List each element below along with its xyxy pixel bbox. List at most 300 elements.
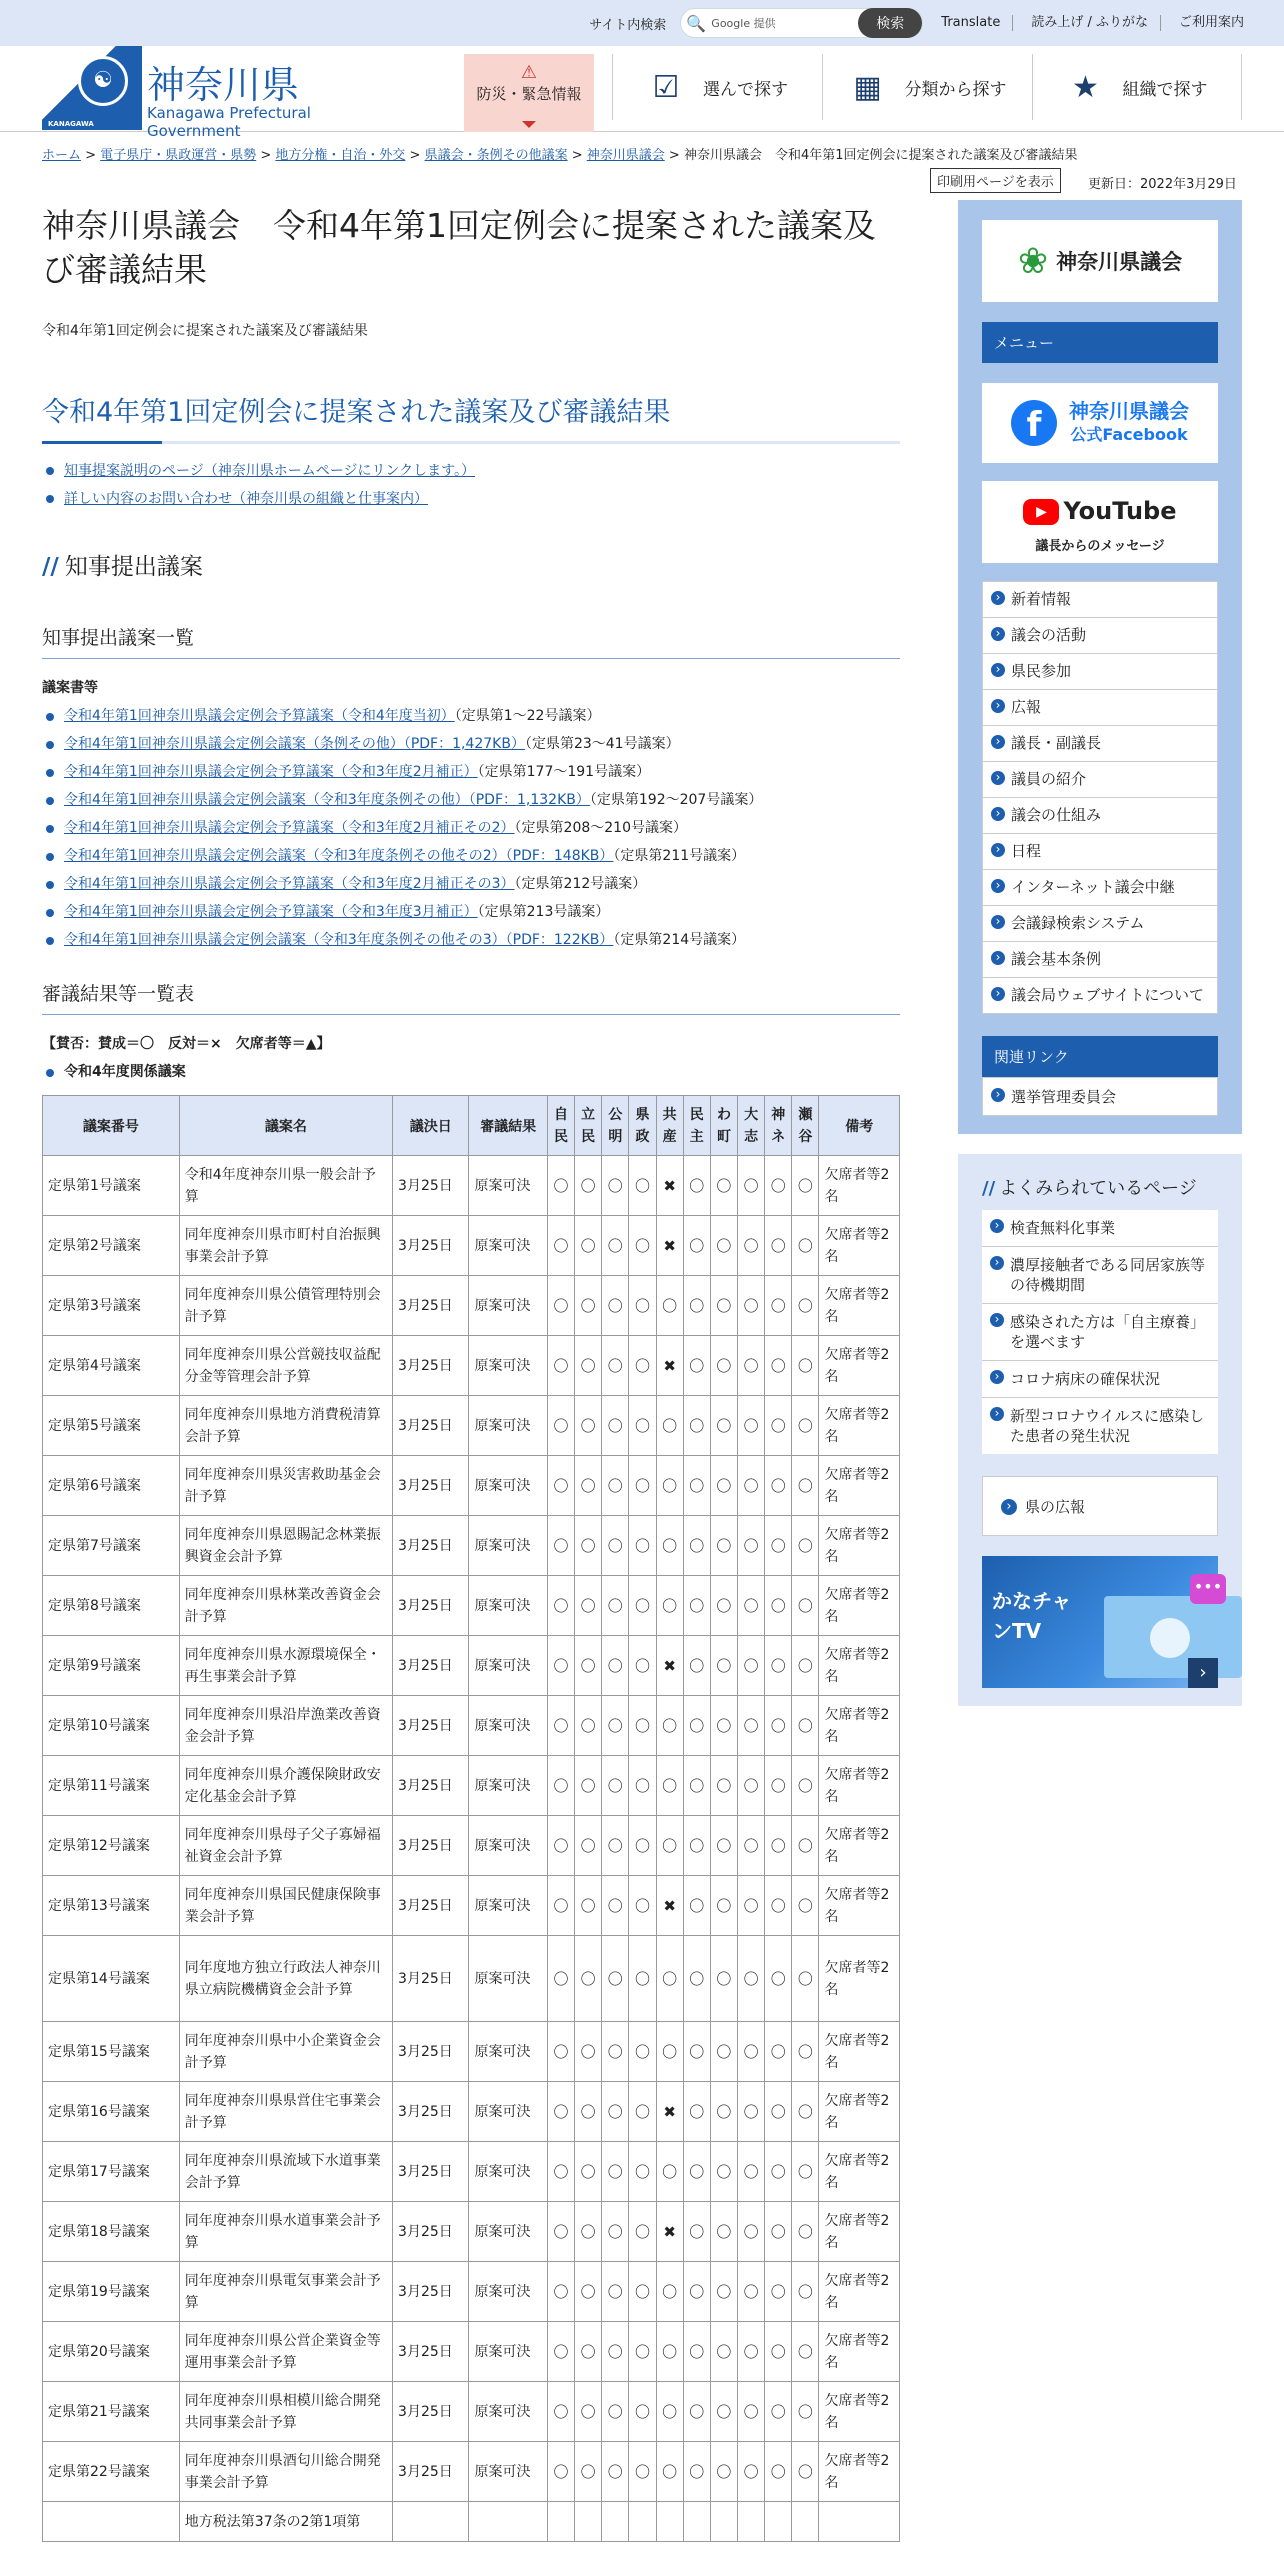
vote-cell: 〇 <box>629 2382 656 2442</box>
sidebar-menu-item[interactable]: › 日程 <box>983 834 1217 870</box>
vote-cell: 〇 <box>547 1876 574 1936</box>
vote-cell: 〇 <box>656 2382 683 2442</box>
vote-cell <box>683 2502 710 2542</box>
remarks-cell: 欠席者等2名 <box>819 1516 900 1576</box>
vote-cell: 〇 <box>547 1936 574 2022</box>
vote-cell: 〇 <box>547 1216 574 1276</box>
remarks-cell: 欠席者等2名 <box>819 1936 900 2022</box>
sidebar <box>958 200 1242 1706</box>
vote-cell: 〇 <box>602 1696 629 1756</box>
bill-number-cell: 定県第22号議案 <box>43 2442 180 2502</box>
sidebar-menu-item[interactable]: › インターネット議会中継 <box>983 870 1217 906</box>
youtube-banner[interactable]: ▶ YouTube 議長からのメッセージ <box>982 481 1218 563</box>
sidebar-menu-item[interactable]: › 議員の紹介 <box>983 762 1217 798</box>
breadcrumb-link[interactable]: 電子県庁・県政運営・県勢 <box>100 148 257 163</box>
vote-cell: 〇 <box>602 2382 629 2442</box>
vote-cell: 〇 <box>547 1156 574 1216</box>
bill-name-cell: 同年度神奈川県介護保険財政安定化基金会計予算 <box>179 1756 392 1816</box>
vote-cell: 〇 <box>629 2322 656 2382</box>
bill-range-note: （定県第23～41号議案） <box>524 736 680 752</box>
vote-cell: 〇 <box>547 2442 574 2502</box>
section-heading: 令和4年第1回定例会に提案された議案及び審議結果 <box>42 390 900 444</box>
vote-cell: 〇 <box>765 1276 792 1336</box>
bill-range-note: （定県第208～210号議案） <box>514 820 687 836</box>
related-link-election[interactable]: › 選挙管理委員会 <box>982 1077 1218 1116</box>
popular-page-link[interactable]: › 感染された方は「自主療養」を選べます <box>982 1304 1218 1361</box>
remarks-cell: 欠席者等2名 <box>819 1276 900 1336</box>
inquiry-link[interactable]: 詳しい内容のお問い合わせ（神奈川県の組織と仕事案内） <box>64 491 428 507</box>
bill-document-link[interactable]: 令和4年第1回神奈川県議会定例会議案（令和3年度条例その他その2）（PDF：148KB） <box>64 848 614 864</box>
translate-link[interactable]: Translate <box>941 15 1013 31</box>
chevron-right-icon: › <box>1188 1658 1218 1688</box>
sidebar-menu-item[interactable]: › 広報 <box>983 690 1217 726</box>
search-button[interactable]: 検索 <box>858 8 922 38</box>
vote-cell: 〇 <box>602 1756 629 1816</box>
table-header-cell: 大志 <box>738 1096 765 1156</box>
vote-cell: 〇 <box>738 2382 765 2442</box>
vote-cell: 〇 <box>792 1756 819 1816</box>
vote-cell: 〇 <box>792 1276 819 1336</box>
table-row <box>43 1276 900 1336</box>
table-row <box>43 1876 900 1936</box>
kana-chan-tv-banner[interactable]: かなチャンTV ••• › <box>982 1556 1218 1688</box>
result-cell: 原案可決 <box>469 1516 547 1576</box>
nav-choose[interactable] <box>612 54 822 120</box>
facebook-icon: f <box>1011 400 1057 446</box>
bill-number-cell: 定県第9号議案 <box>43 1636 180 1696</box>
list-item <box>42 847 900 865</box>
vote-cell: 〇 <box>602 2262 629 2322</box>
read-aloud-link[interactable]: 読み上げ / ふりがな <box>1031 15 1161 31</box>
vote-cell <box>765 2502 792 2542</box>
governor-proposal-link[interactable]: 知事提案説明のページ（神奈川県ホームページにリンクします。） <box>64 463 476 479</box>
vote-cell: 〇 <box>629 1876 656 1936</box>
vote-cell: 〇 <box>575 1696 602 1756</box>
bill-name-cell: 同年度神奈川県公営競技収益配分金等管理会計予算 <box>179 1336 392 1396</box>
popular-page-link[interactable]: › 新型コロナウイルスに感染した患者の発生状況 <box>982 1398 1218 1454</box>
list-item <box>42 707 900 725</box>
vote-cell: 〇 <box>683 2382 710 2442</box>
vote-cell: 〇 <box>629 2082 656 2142</box>
vote-cell: 〇 <box>683 1876 710 1936</box>
remarks-cell: 欠席者等2名 <box>819 1216 900 1276</box>
bill-range-note: （定県第211号議案） <box>613 848 746 864</box>
table-row <box>43 2442 900 2502</box>
chevron-down-icon <box>522 121 536 128</box>
resolution-date-cell: 3月25日 <box>393 2382 469 2442</box>
bill-number-cell: 定県第5号議案 <box>43 1396 180 1456</box>
vote-cell: 〇 <box>792 2142 819 2202</box>
bill-document-link[interactable]: 令和4年第1回神奈川県議会定例会予算議案（令和3年度2月補正） <box>64 764 478 780</box>
vote-cell: 〇 <box>765 2082 792 2142</box>
remarks-cell: 欠席者等2名 <box>819 1696 900 1756</box>
vote-cell: 〇 <box>683 1456 710 1516</box>
vote-cell: 〇 <box>738 1636 765 1696</box>
vote-cell: 〇 <box>547 2142 574 2202</box>
vote-cell: 〇 <box>792 2322 819 2382</box>
vote-cell: 〇 <box>602 2442 629 2502</box>
bill-name-cell: 同年度神奈川県公債管理特別会計予算 <box>179 1276 392 1336</box>
table-header-cell: 共産 <box>656 1096 683 1156</box>
sidebar-menu-box <box>958 200 1242 1134</box>
remarks-cell: 欠席者等2名 <box>819 1636 900 1696</box>
vote-cell: 〇 <box>575 1456 602 1516</box>
vote-cell: 〇 <box>602 1276 629 1336</box>
remarks-cell: 欠席者等2名 <box>819 1756 900 1816</box>
usage-guide-link[interactable]: ご利用案内 <box>1178 15 1244 30</box>
vote-cell: 〇 <box>575 2082 602 2142</box>
result-cell: 原案可決 <box>469 2142 547 2202</box>
vote-cell: 〇 <box>738 1276 765 1336</box>
play-icon <box>1150 1618 1190 1658</box>
sidebar-menu-item[interactable]: › 会議録検索システム <box>983 906 1217 942</box>
bill-number-cell: 定県第1号議案 <box>43 1156 180 1216</box>
bill-name-cell: 同年度地方独立行政法人神奈川県立病院機構資金会計予算 <box>179 1936 392 2022</box>
vote-cell: 〇 <box>602 1516 629 1576</box>
vote-cell: 〇 <box>575 2202 602 2262</box>
vote-cell: 〇 <box>656 1936 683 2022</box>
vote-cell: 〇 <box>738 1696 765 1756</box>
vote-cell: ✖ <box>656 1216 683 1276</box>
vote-cell: 〇 <box>602 2142 629 2202</box>
vote-cell: 〇 <box>629 1276 656 1336</box>
table-row <box>43 1696 900 1756</box>
vote-cell: 〇 <box>710 1396 737 1456</box>
bill-document-link[interactable]: 令和4年第1回神奈川県議会定例会予算議案（令和3年度2月補正その2） <box>64 820 515 836</box>
vote-cell: 〇 <box>683 2022 710 2082</box>
vote-cell: 〇 <box>656 2322 683 2382</box>
popular-pages-heading: // よくみられているページ <box>982 1178 1197 1199</box>
youtube-play-icon: ▶ <box>1023 499 1059 525</box>
vote-cell: 〇 <box>575 2022 602 2082</box>
result-cell: 原案可決 <box>469 1876 547 1936</box>
vote-cell: 〇 <box>792 1876 819 1936</box>
vote-cell: 〇 <box>629 1696 656 1756</box>
bill-name-cell: 同年度神奈川県林業改善資金会計予算 <box>179 1576 392 1636</box>
vote-cell: 〇 <box>629 2262 656 2322</box>
prefecture-emblem-icon: ☯ KANAGAWA <box>42 46 142 130</box>
vote-cell: 〇 <box>792 1456 819 1516</box>
breadcrumb-link[interactable]: 神奈川県議会 <box>586 148 665 163</box>
bill-document-link[interactable]: 令和4年第1回神奈川県議会定例会議案（令和3年度条例その他その3）（PDF：122KB） <box>64 932 614 948</box>
bill-document-link[interactable]: 令和4年第1回神奈川県議会定例会議案（条例その他）（PDF：1,427KB） <box>64 736 525 752</box>
table-header-cell: 自民 <box>547 1096 574 1156</box>
bill-document-link[interactable]: 令和4年第1回神奈川県議会定例会予算議案（令和4年度当初） <box>64 708 455 724</box>
pr-button[interactable]: › 県の広報 <box>982 1476 1218 1536</box>
warning-icon: ⚠ <box>520 62 538 83</box>
site-logo[interactable] <box>42 46 402 140</box>
resolution-date-cell: 3月25日 <box>393 1156 469 1216</box>
search-box[interactable] <box>680 8 923 38</box>
vote-cell: 〇 <box>656 1756 683 1816</box>
vote-cell: 〇 <box>683 2082 710 2142</box>
bill-document-link[interactable]: 令和4年第1回神奈川県議会定例会予算議案（令和3年度2月補正その3） <box>64 876 515 892</box>
remarks-cell: 欠席者等2名 <box>819 2382 900 2442</box>
nav-category[interactable] <box>822 54 1032 120</box>
vote-cell: 〇 <box>683 1756 710 1816</box>
vote-cell: 〇 <box>792 1576 819 1636</box>
remarks-cell: 欠席者等2名 <box>819 2142 900 2202</box>
bill-name-cell: 同年度神奈川県中小企業資金会計予算 <box>179 2022 392 2082</box>
result-cell: 原案可決 <box>469 1576 547 1636</box>
nav-label: 組織で探す <box>1122 79 1208 100</box>
vote-cell: 〇 <box>575 1636 602 1696</box>
vote-cell: 〇 <box>602 1876 629 1936</box>
bills-label: 議案書等 <box>42 680 98 696</box>
resolution-date-cell: 3月25日 <box>393 1756 469 1816</box>
result-cell: 原案可決 <box>469 1636 547 1696</box>
result-cell: 原案可決 <box>469 2382 547 2442</box>
remarks-cell: 欠席者等2名 <box>819 2202 900 2262</box>
table-header-cell: わ町 <box>710 1096 737 1156</box>
vote-cell: 〇 <box>765 1216 792 1276</box>
resolution-date-cell: 3月25日 <box>393 1216 469 1276</box>
bill-list <box>42 707 900 949</box>
nav-label: 分類から探す <box>904 79 1007 100</box>
vote-cell: 〇 <box>602 1336 629 1396</box>
table-row <box>43 1636 900 1696</box>
table-row <box>43 2082 900 2142</box>
vote-cell <box>792 2502 819 2542</box>
vote-cell: 〇 <box>629 2442 656 2502</box>
menu-heading: メニュー <box>982 322 1218 363</box>
remarks-cell: 欠席者等2名 <box>819 2322 900 2382</box>
bill-number-cell: 定県第10号議案 <box>43 1696 180 1756</box>
remarks-cell: 欠席者等2名 <box>819 1456 900 1516</box>
bill-name-cell: 同年度神奈川県恩賜記念林業振興資金会計予算 <box>179 1516 392 1576</box>
table-header-row <box>43 1096 900 1156</box>
resolution-date-cell: 3月25日 <box>393 1696 469 1756</box>
vote-cell: 〇 <box>710 2322 737 2382</box>
intro-text: 令和4年第1回定例会に提案された議案及び審議結果 <box>42 323 368 339</box>
table-row <box>43 1936 900 2022</box>
organization-icon: ★ <box>1072 69 1099 105</box>
breadcrumb-current: 神奈川県議会 令和4年第1回定例会に提案された議案及び審議結果 <box>683 148 1078 163</box>
bill-name-cell: 同年度神奈川県国民健康保険事業会計予算 <box>179 1876 392 1936</box>
vote-cell: 〇 <box>629 1636 656 1696</box>
resolution-date-cell: 3月25日 <box>393 1576 469 1636</box>
section-links <box>42 460 900 508</box>
vote-cell: 〇 <box>765 1156 792 1216</box>
table-row <box>43 2382 900 2442</box>
bill-range-note: （定県第212号議案） <box>514 876 647 892</box>
vote-legend: 【賛否：賛成＝〇 反対＝× 欠席者等＝▲】 <box>42 1036 331 1052</box>
vote-cell: 〇 <box>765 2322 792 2382</box>
vote-cell: 〇 <box>738 2142 765 2202</box>
bill-name-cell: 同年度神奈川県沿岸漁業改善資金会計予算 <box>179 1696 392 1756</box>
resolution-date-cell: 3月25日 <box>393 1276 469 1336</box>
vote-cell: 〇 <box>738 2442 765 2502</box>
vote-cell: 〇 <box>792 1216 819 1276</box>
popular-page-link[interactable]: › コロナ病床の確保状況 <box>982 1361 1218 1398</box>
vote-cell: 〇 <box>738 1816 765 1876</box>
remarks-cell: 欠席者等2名 <box>819 2262 900 2322</box>
vote-cell: 〇 <box>710 2022 737 2082</box>
vote-cell: 〇 <box>710 2142 737 2202</box>
vote-cell: 〇 <box>710 1876 737 1936</box>
disaster-emergency-button[interactable] <box>464 54 594 132</box>
sidebar-menu-item[interactable]: › 議長・副議長 <box>983 726 1217 762</box>
facebook-banner[interactable]: f 神奈川県議会 公式Facebook <box>982 383 1218 463</box>
table-row <box>43 2322 900 2382</box>
table-row <box>43 2262 900 2322</box>
vote-cell: 〇 <box>547 1276 574 1336</box>
remarks-cell: 欠席者等2名 <box>819 1396 900 1456</box>
search-input[interactable]: Google 提供 <box>711 17 776 30</box>
bill-number-cell: 定県第3号議案 <box>43 1276 180 1336</box>
vote-cell: 〇 <box>575 2322 602 2382</box>
vote-cell: 〇 <box>629 2142 656 2202</box>
vote-cell: 〇 <box>765 1456 792 1516</box>
vote-cell: 〇 <box>575 1276 602 1336</box>
vote-cell: 〇 <box>738 1516 765 1576</box>
checklist-icon: ☑ <box>652 69 680 105</box>
result-cell: 原案可決 <box>469 1696 547 1756</box>
result-cell <box>469 2502 547 2542</box>
disaster-label: 防災・緊急情報 <box>476 85 582 103</box>
breadcrumb-link[interactable]: 県議会・条例その他議案 <box>424 148 568 163</box>
vote-cell: 〇 <box>738 1336 765 1396</box>
vote-cell: 〇 <box>792 1636 819 1696</box>
vote-cell: 〇 <box>710 1156 737 1216</box>
result-cell: 原案可決 <box>469 2202 547 2262</box>
table-row <box>43 1576 900 1636</box>
table-row <box>43 2142 900 2202</box>
remarks-cell: 欠席者等2名 <box>819 2022 900 2082</box>
vote-cell: 〇 <box>792 2442 819 2502</box>
bill-name-cell: 同年度神奈川県水源環境保全・再生事業会計予算 <box>179 1636 392 1696</box>
bill-name-cell: 同年度神奈川県水道事業会計予算 <box>179 2202 392 2262</box>
bill-document-link[interactable]: 令和4年第1回神奈川県議会定例会予算議案（令和3年度3月補正） <box>64 904 478 920</box>
result-cell: 原案可決 <box>469 1216 547 1276</box>
vote-cell: 〇 <box>738 2262 765 2322</box>
vote-cell: 〇 <box>656 2142 683 2202</box>
vote-cell: 〇 <box>575 1216 602 1276</box>
vote-cell: 〇 <box>575 1156 602 1216</box>
bill-number-cell: 定県第15号議案 <box>43 2022 180 2082</box>
assembly-logo-banner[interactable]: ❀ 神奈川県議会 <box>982 220 1218 302</box>
vote-cell: 〇 <box>683 1516 710 1576</box>
table-row <box>43 1456 900 1516</box>
list-item <box>42 819 900 837</box>
vote-cell: 〇 <box>656 1696 683 1756</box>
result-cell: 原案可決 <box>469 1756 547 1816</box>
vote-cell: 〇 <box>710 1276 737 1336</box>
list-item <box>42 875 900 893</box>
vote-cell <box>738 2502 765 2542</box>
vote-cell: 〇 <box>547 2022 574 2082</box>
nav-organization[interactable] <box>1032 54 1242 120</box>
vote-cell: ✖ <box>656 1156 683 1216</box>
sidebar-menu-item[interactable]: › 県民参加 <box>983 654 1217 690</box>
resolution-date-cell: 3月25日 <box>393 1636 469 1696</box>
bill-name-cell: 同年度神奈川県流域下水道事業会計予算 <box>179 2142 392 2202</box>
sidebar-menu-item[interactable]: › 議会の仕組み <box>983 798 1217 834</box>
vote-cell: 〇 <box>547 2082 574 2142</box>
vote-cell: 〇 <box>602 2202 629 2262</box>
search-icon: 🔍 <box>686 13 707 33</box>
vote-cell: 〇 <box>575 1516 602 1576</box>
list-item <box>42 763 900 781</box>
bill-number-cell: 定県第14号議案 <box>43 1936 180 2022</box>
table-row <box>43 1216 900 1276</box>
vote-cell: 〇 <box>575 1756 602 1816</box>
bill-name-cell: 令和4年度神奈川県一般会計予算 <box>179 1156 392 1216</box>
vote-cell: 〇 <box>765 1756 792 1816</box>
vote-cell: 〇 <box>629 1816 656 1876</box>
table-header-cell: 議案番号 <box>43 1096 180 1156</box>
vote-cell: 〇 <box>629 1156 656 1216</box>
sidebar-menu-item[interactable]: › 議会の活動 <box>983 618 1217 654</box>
bill-number-cell: 定県第19号議案 <box>43 2262 180 2322</box>
related-links-heading: 関連リンク <box>982 1036 1218 1077</box>
vote-cell: 〇 <box>765 1936 792 2022</box>
vote-cell: 〇 <box>738 1456 765 1516</box>
vote-cell: 〇 <box>602 1156 629 1216</box>
vote-cell: 〇 <box>710 1756 737 1816</box>
vote-cell: 〇 <box>710 2262 737 2322</box>
logo-title-en: Kanagawa Prefectural Government <box>147 104 311 140</box>
vote-cell: 〇 <box>547 1816 574 1876</box>
vote-cell: 〇 <box>710 1696 737 1756</box>
bill-name-cell: 同年度神奈川県災害救助基金会計予算 <box>179 1456 392 1516</box>
table-row <box>43 1336 900 1396</box>
vote-cell: 〇 <box>765 2022 792 2082</box>
vote-cell: 〇 <box>602 1816 629 1876</box>
popular-page-link[interactable]: › 濃厚接触者である同居家族等の待機期間 <box>982 1247 1218 1304</box>
bill-document-link[interactable]: 令和4年第1回神奈川県議会定例会議案（令和3年度条例その他）（PDF：1,132KB） <box>64 792 590 808</box>
breadcrumb-link[interactable]: ホーム <box>42 148 82 163</box>
vote-cell: 〇 <box>547 2262 574 2322</box>
site-search-label: サイト内検索 <box>589 17 667 33</box>
breadcrumb-link[interactable]: 地方分権・自治・外交 <box>275 148 406 163</box>
print-page-button[interactable]: 印刷用ページを表示 <box>930 168 1061 193</box>
vote-cell: 〇 <box>575 1396 602 1456</box>
vote-cell: 〇 <box>575 1336 602 1396</box>
bill-number-cell: 定県第21号議案 <box>43 2382 180 2442</box>
result-cell: 原案可決 <box>469 1336 547 1396</box>
sidebar-menu-item[interactable]: › 新着情報 <box>983 582 1217 618</box>
resolution-date-cell: 3月25日 <box>393 2022 469 2082</box>
vote-cell: 〇 <box>792 1936 819 2022</box>
vote-cell: 〇 <box>738 1876 765 1936</box>
vote-cell: 〇 <box>547 1336 574 1396</box>
vote-cell: 〇 <box>792 2202 819 2262</box>
remarks-cell: 欠席者等2名 <box>819 1576 900 1636</box>
vote-cell: 〇 <box>602 1576 629 1636</box>
sidebar-menu <box>982 581 1218 1014</box>
sidebar-menu-item[interactable]: › 議会基本条例 <box>983 942 1217 978</box>
list-item <box>42 791 900 809</box>
vote-cell: 〇 <box>765 1816 792 1876</box>
vote-cell: 〇 <box>629 1516 656 1576</box>
result-cell: 原案可決 <box>469 1816 547 1876</box>
vote-cell: 〇 <box>656 1276 683 1336</box>
vote-cell: 〇 <box>765 2142 792 2202</box>
list-item <box>42 931 900 949</box>
resolution-date-cell: 3月25日 <box>393 2442 469 2502</box>
bill-name-cell: 地方税法第37条の2第1項第 <box>179 2502 392 2542</box>
sidebar-menu-item[interactable]: › 議会局ウェブサイトについて <box>983 978 1217 1013</box>
vote-cell: 〇 <box>575 1876 602 1936</box>
bill-number-cell: 定県第6号議案 <box>43 1456 180 1516</box>
result-cell: 原案可決 <box>469 1936 547 2022</box>
remarks-cell: 欠席者等2名 <box>819 1876 900 1936</box>
top-utility-bar <box>0 0 1284 46</box>
vote-cell: 〇 <box>710 1636 737 1696</box>
nav-label: 選んで探す <box>703 79 788 100</box>
popular-page-link[interactable]: › 検査無料化事業 <box>982 1210 1218 1247</box>
